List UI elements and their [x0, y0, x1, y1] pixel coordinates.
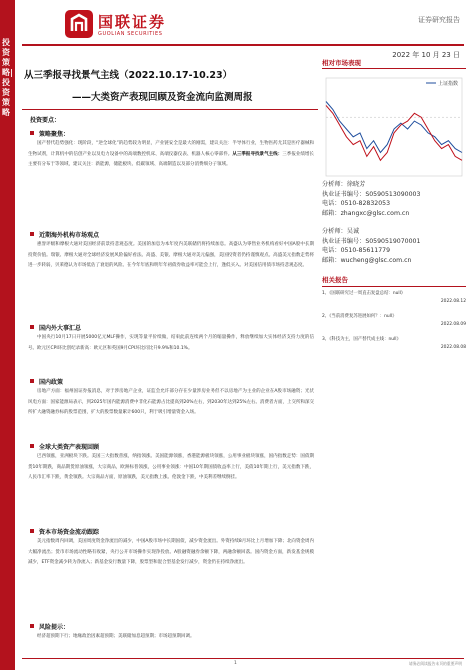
- analyst-label: 电话：: [322, 247, 341, 254]
- analyst-label: 邮箱：: [322, 256, 341, 264]
- section-body: 经济超预期下行；地缘政治因素超预期；美联储加息超预期；市场超预期回调。: [37, 634, 195, 639]
- section-risk: [26, 623, 316, 643]
- analyst-name: 吴诚: [346, 228, 360, 235]
- side-label: 投资策略|投资策略: [2, 38, 13, 117]
- chart-title: 相对市场表现: [322, 59, 361, 67]
- analyst-row: [322, 180, 466, 190]
- analyst-row: [322, 209, 466, 219]
- relative-performance-chart: [322, 72, 466, 182]
- analyst-label: 执业证书编号：: [322, 190, 366, 198]
- main-content: [22, 109, 318, 659]
- legend-label: 上证指数: [438, 81, 459, 87]
- section-title-text: 策略聚焦：: [39, 131, 70, 138]
- bullet-icon: [30, 325, 34, 329]
- section-title: [26, 324, 316, 333]
- chart-title-divider: [322, 68, 466, 69]
- bullet-icon: [30, 624, 34, 628]
- section-body: 惠誉评级和摩根大通对美国经济前景持悲观态度。美国的加息为本年度内美联储仍将持续加息。高盛认为零售业务机构看好中国A股中长期投资价值。瑞银、摩根大通对全球经济发展风险偏好看法。高盛、美银、摩根大通对美元偏强，美国投资者仍持谨慎观点。高盛美元指数走势将进一步转弱，贝莱德认为市场低估了衰退的风险。在今年年底和明年年初债券收益率可能会上行，逢低买入。对美国信用债市场持悲观态度。: [28, 242, 314, 269]
- section-title: [26, 528, 316, 537]
- bullet-icon: [30, 131, 34, 135]
- analyst-label: 电话：: [322, 200, 341, 207]
- report-subtitle: ——大类资产表现回顾及资金流向监测周报: [72, 92, 253, 103]
- related-report-date: 2022.08.09: [440, 322, 466, 327]
- section-title: [26, 623, 316, 632]
- section-title: [26, 130, 316, 139]
- related-reports: [322, 275, 466, 359]
- analyst-row: [322, 199, 466, 209]
- related-report-title[interactable]: 1、《国联研究过一周直击复盘总结：null》: [322, 291, 406, 296]
- page-number: 1: [234, 661, 237, 666]
- bullet-icon: [30, 529, 34, 533]
- logo-text-en: GUOLIAN SECURITIES: [98, 31, 163, 37]
- analyst-label: 分析师：: [322, 228, 347, 235]
- related-title: 相关报告: [322, 276, 348, 284]
- section-domestic-policy: [26, 378, 316, 419]
- chart-series-line-0: [326, 102, 462, 153]
- section-body: 巴西领涨，亚洲板块下跌。美国三大指数普涨，纳指领涨。美国能源领涨，香港能源板块领涨，公用事业板块领涨，国内指数走势：国债期货10年期跌，商品期货原油领涨，大宗商品，欧洲标普领涨，公用事业领涨：中国10年期国债收益率上行，美债10年期上行，美元指数下跌，人民币汇率下跌，黄金领跌。大宗商品方面，原油领跌，美元指数上涨。伦敦金下跌，中美利差继续倒挂。: [28, 454, 314, 481]
- section-strategy: [26, 130, 316, 171]
- related-report-link[interactable]: [322, 290, 466, 313]
- section-title-text: 国内政策: [39, 379, 64, 386]
- bullet-icon: [30, 232, 34, 236]
- section-body: 美元指数周内回调，美国周度资金净流出的减少，中国A股市场中长期国债，减少资金流出。外资持续8月环比上月增加下降；北向资金周内大幅净流出；货币市场流动性略有收紧，央行公开市场操作实现净投放。A股融资融券余额下降，两融余额回落。国内资金方面，新发基金规模减少，ETF资金减少转为净流入；新基金发行数量下降，股票型和混合型基金发行减少，资金仍在持续净流出。: [28, 539, 314, 566]
- related-report-date: 2022.08.12: [440, 299, 466, 304]
- related-title-divider: [322, 286, 466, 287]
- section-title: [26, 378, 316, 387]
- section-title-text: 近期海外机构市场观点: [39, 232, 100, 239]
- footer-divider: [22, 658, 464, 659]
- section-paragraph-rest: 三季报业绩增长主要有分布于等领域，建议关注：新能源，储能板块、低碳领域、高端制造以及部分消费细分子领域。: [28, 151, 315, 168]
- related-report-title[interactable]: 2、《当前消费复苏进展如何？：null》: [322, 314, 397, 319]
- section-title-text: 资本市场资金流动跟踪: [39, 529, 100, 536]
- related-report-date: 2022.08.08: [440, 345, 466, 350]
- section-bold-text: 从三季报寻找景气主线：: [232, 151, 283, 157]
- section-title: [26, 231, 316, 240]
- analyst-row: [322, 246, 466, 256]
- section-overseas-views: [26, 231, 316, 272]
- section-body: 房地产方面：福州国证券报消息，对于涉房地产企业，证监会允许部分存在少量涉房业务但不以房地产为主业的企业在A股市场融资；光伏风电方面：国家能源局表示，到2025年国内能源消费中非化石能源占比提高到20%左右，到2030年达到25%左右。消费者方面，上交所和深交所扩大融资融券标的股票范围，扩大的股票数量累计600只，利于吸引增量资金入场。: [28, 389, 314, 416]
- chart-frame: [326, 78, 462, 176]
- section-title-text: 全球大类资产表现回顾: [39, 444, 100, 451]
- related-report-title[interactable]: 3、《科技为主，国产替代成主线：null》: [322, 337, 401, 342]
- spacer: [322, 218, 466, 227]
- section-body: [26, 139, 316, 171]
- analyst-row: [322, 256, 466, 266]
- analyst-info: [322, 180, 466, 265]
- summary-label: 投资要点：: [30, 117, 61, 124]
- section-asset-review: [26, 443, 316, 484]
- report-date: 2022 年 10 月 23 日: [392, 51, 460, 59]
- section-capital-flow: [26, 528, 316, 569]
- logo: [64, 7, 184, 43]
- section-paragraph: 国产替代趋势强化：现阶段，“逆全球化”的趋势较为明显，产业链安全是最大的刚需，建议关注：半导体行业，生物医药尤其是医疗器械和生物试剂，计算机中的信创产业以及电力设备中的高端数控机床、高端仪器仪表、机器人核心零部件。: [28, 141, 314, 157]
- report-title: 从三季报寻找景气主线（2022.10.17-10.23）: [24, 70, 233, 81]
- bullet-icon: [30, 444, 34, 448]
- related-report-link[interactable]: [322, 313, 466, 336]
- analyst-row: [322, 227, 466, 237]
- section-title: [26, 443, 316, 452]
- section-body: 中国央行10月17日开展5000亿元MLF操作，实现等量平价续做，结束此前连续两个月的缩量操作，释放继续加大实体经济支持力度的信号。欧元区CPI环比创纪录新高：欧元区和英国9月CPI环比同比升9.9%和10.1%。: [28, 335, 314, 351]
- side-band: [0, 0, 15, 670]
- analyst-name: 徐晓芳: [346, 181, 366, 188]
- analyst-email: wucheng@glsc.com.cn: [340, 256, 412, 264]
- logo-icon: [64, 9, 94, 39]
- section-events: [26, 324, 316, 354]
- analyst-row: [322, 190, 466, 200]
- analyst-phone: 0510-82832053: [340, 200, 391, 207]
- report-type: 证券研究报告: [418, 16, 460, 24]
- logo-text-cn: 国联证券: [98, 13, 167, 31]
- header-divider: [22, 44, 464, 46]
- analyst-email: zhangxc@glsc.com.cn: [340, 209, 410, 217]
- chart-svg: [322, 72, 466, 182]
- right-sidebar: [322, 58, 466, 182]
- analyst-license: S0590513090003: [365, 190, 421, 198]
- footer-disclaimer: 请务必阅读报告末页的重要声明: [408, 661, 462, 666]
- analyst-label: 分析师：: [322, 181, 347, 188]
- bullet-icon: [30, 379, 34, 383]
- chart-series-line-1: [326, 105, 462, 160]
- analyst-license: S0590519070001: [365, 237, 421, 245]
- analyst-label: 执业证书编号：: [322, 237, 366, 245]
- related-report-link[interactable]: [322, 336, 466, 359]
- section-title-text: 国内外大事汇总: [39, 325, 82, 332]
- analyst-row: [322, 237, 466, 247]
- analyst-label: 邮箱：: [322, 209, 341, 217]
- analyst-phone: 0510-85611779: [340, 247, 391, 254]
- section-title-text: 风险提示：: [39, 624, 70, 631]
